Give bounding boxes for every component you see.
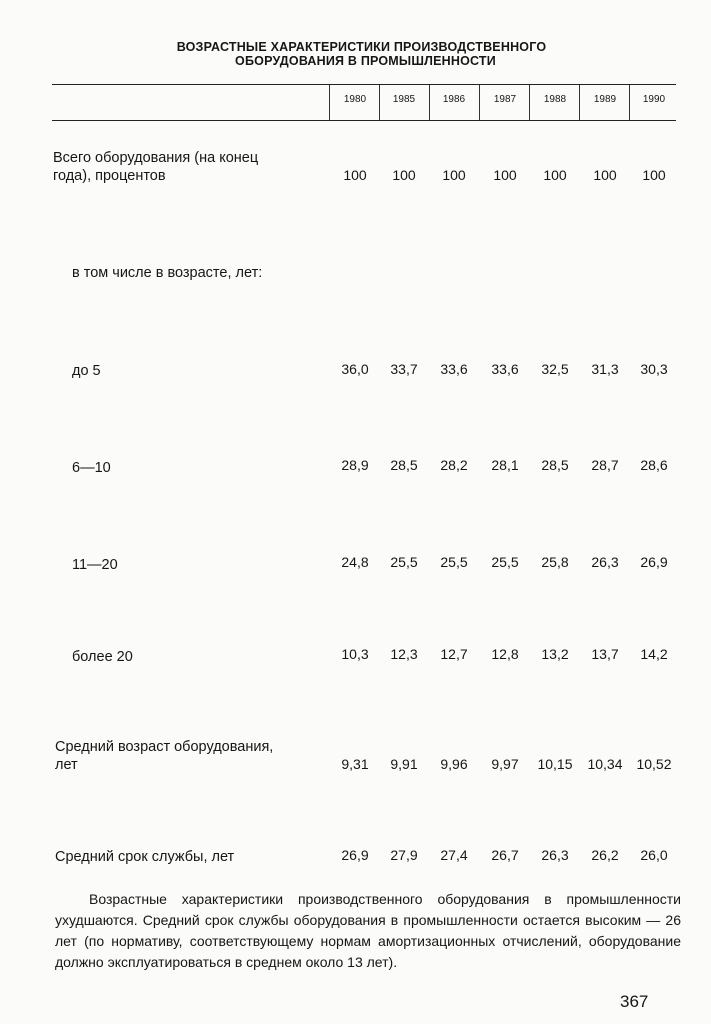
- table-cell: 100: [392, 167, 416, 183]
- row-label: 11—20: [72, 557, 118, 573]
- table-cell: 9,97: [491, 756, 519, 772]
- table-cell: 26,0: [640, 847, 668, 863]
- table-cell: 100: [442, 167, 466, 183]
- table-cell: 28,6: [640, 457, 668, 473]
- table-cell: 30,3: [640, 361, 668, 377]
- row-label: Средний возраст оборудования,: [55, 739, 274, 755]
- table-cell: 33,6: [491, 361, 519, 377]
- year-header: 1988: [543, 94, 567, 105]
- year-header: 1980: [343, 94, 367, 105]
- row-label: в том числе в возрасте, лет:: [72, 265, 263, 281]
- table-cell: 28,7: [591, 457, 619, 473]
- table-cell: 27,4: [440, 847, 468, 863]
- table-cell: 13,7: [591, 646, 619, 662]
- table-cell: 28,5: [541, 457, 569, 473]
- table-cell: 12,3: [390, 646, 418, 662]
- table-cell: 26,9: [341, 847, 369, 863]
- table-cell: 26,2: [591, 847, 619, 863]
- table-cell: 10,34: [587, 756, 623, 772]
- table-cell: 9,31: [341, 756, 369, 772]
- table-cell: 12,7: [440, 646, 468, 662]
- table-cell: 26,3: [541, 847, 569, 863]
- table-cell: 100: [642, 167, 666, 183]
- page-number: 367: [620, 992, 649, 1011]
- table-cell: 26,9: [640, 554, 668, 570]
- table-cell: 36,0: [341, 361, 369, 377]
- table-cell: 100: [593, 167, 617, 183]
- table-cell: 25,5: [491, 554, 519, 570]
- row-label: года), процентов: [53, 168, 166, 184]
- table-cell: 100: [343, 167, 367, 183]
- year-header: 1989: [593, 94, 617, 105]
- table-cell: 24,8: [341, 554, 369, 570]
- table-cell: 33,7: [390, 361, 418, 377]
- row-label: Средний срок службы, лет: [55, 849, 235, 865]
- table-cell: 10,52: [636, 756, 672, 772]
- row-label: лет: [55, 757, 78, 773]
- table-cell: 9,91: [390, 756, 418, 772]
- row-label: до 5: [72, 363, 101, 379]
- table-cell: 26,7: [491, 847, 519, 863]
- table-title-line-2: ОБОРУДОВАНИЯ В ПРОМЫШЛЕННОСТИ: [235, 54, 496, 68]
- table-cell: 26,3: [591, 554, 619, 570]
- table-cell: 25,5: [390, 554, 418, 570]
- table-header-bottom-rule: [52, 120, 676, 121]
- table-cell: 10,15: [537, 756, 573, 772]
- table-cell: 100: [493, 167, 517, 183]
- year-header: 1987: [493, 94, 517, 105]
- table-cell: 32,5: [541, 361, 569, 377]
- table-cell: 13,2: [541, 646, 569, 662]
- year-header: 1990: [642, 94, 666, 105]
- table-title-line-1: ВОЗРАСТНЫЕ ХАРАКТЕРИСТИКИ ПРОИЗВОДСТВЕННОГО: [176, 40, 547, 54]
- table-cell: 27,9: [390, 847, 418, 863]
- table-top-rule: [52, 84, 676, 85]
- table-cell: 28,9: [341, 457, 369, 473]
- row-label: более 20: [72, 649, 133, 665]
- table-cell: 10,3: [341, 646, 369, 662]
- table-cell: 28,1: [491, 457, 519, 473]
- year-header: 1985: [392, 94, 416, 105]
- table-cell: 14,2: [640, 646, 668, 662]
- table-cell: 28,5: [390, 457, 418, 473]
- table-cell: 100: [543, 167, 567, 183]
- row-label: 6—10: [72, 460, 111, 476]
- table-cell: 9,96: [440, 756, 468, 772]
- table-cell: 25,8: [541, 554, 569, 570]
- table-cell: 25,5: [440, 554, 468, 570]
- year-header: 1986: [442, 94, 466, 105]
- row-label: Всего оборудования (на конец: [53, 150, 259, 166]
- table-cell: 31,3: [591, 361, 619, 377]
- table-cell: 33,6: [440, 361, 468, 377]
- commentary-paragraph: Возрастные характеристики производственного оборудования в промышленности ухудшаются. Средний срок службы оборудования в промышленности остается высоким — 26 лет (по нормативу, соответствующему нормам амортизационных отчислений, оборудование должно эксплуатироваться в среднем около 13 лет).: [55, 891, 681, 970]
- table-cell: 28,2: [440, 457, 468, 473]
- table-cell: 12,8: [491, 646, 519, 662]
